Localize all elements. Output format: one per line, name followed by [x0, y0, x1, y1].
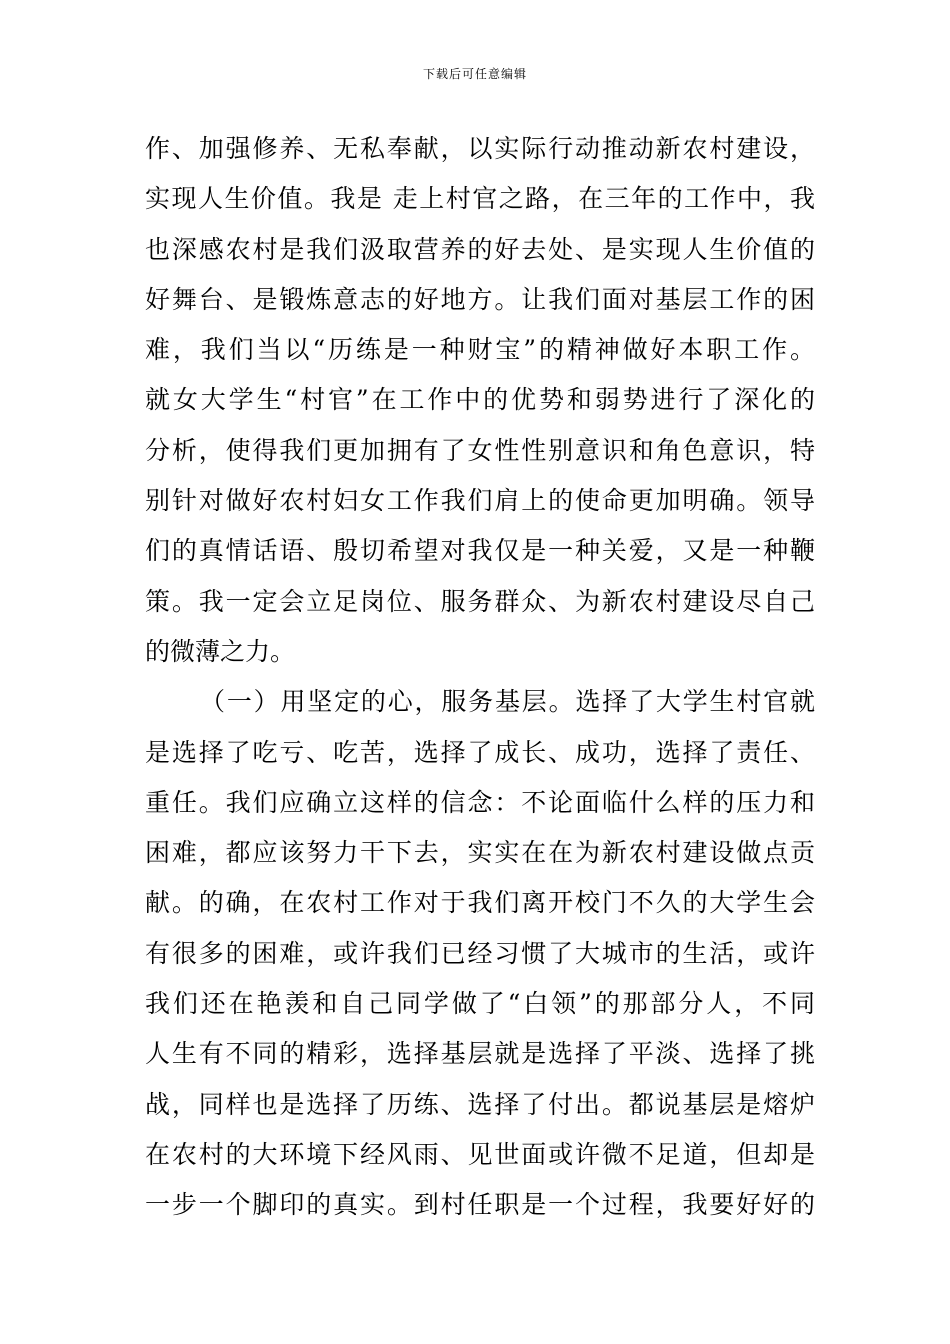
text-line: 策。我一定会立足岗位、服务群众、为新农村建设尽自己 — [145, 586, 815, 616]
page-header: 下载后可任意编辑 — [422, 67, 527, 81]
section-heading-line: （一）用坚定的心，服务基层。选择了大学生村官就 — [200, 687, 815, 717]
text-line: 们的真情话语、殷切希望对我仅是一种关爱，又是一种鞭 — [145, 536, 815, 566]
text-line: 是选择了吃亏、吃苦，选择了成长、成功，选择了责任、 — [145, 737, 815, 767]
document-body — [145, 124, 815, 1231]
text-line: 献。的确，在农村工作对于我们离开校门不久的大学生会 — [145, 888, 815, 918]
text-line: 我们还在艳羡和自己同学做了“白领”的那部分人，不同 — [145, 989, 815, 1019]
text-line: 困难，都应该努力干下去，实实在在为新农村建设做点贡 — [145, 838, 815, 868]
text-line: 实现人生价值。我是 走上村官之路，在三年的工作中，我 — [145, 184, 815, 214]
text-line: 在农村的大环境下经风雨、见世面或许微不足道，但却是 — [145, 1139, 815, 1169]
text-line: 一步一个脚印的真实。到村任职是一个过程，我要好好的 — [145, 1190, 815, 1220]
text-line: 作、加强修养、无私奉献，以实际行动推动新农村建设， — [145, 134, 815, 163]
text-line: 也深感农村是我们汲取营养的好去处、是实现人生价值的 — [145, 234, 815, 264]
text-line: 有很多的困难，或许我们已经习惯了大城市的生活，或许 — [145, 938, 815, 968]
text-line: 战，同样也是选择了历练、选择了付出。都说基层是熔炉 — [145, 1089, 815, 1119]
text-line: 人生有不同的精彩，选择基层就是选择了平淡、选择了挑 — [145, 1039, 815, 1069]
text-line: 就女大学生“村官”在工作中的优势和弱势进行了深化的 — [145, 385, 815, 415]
paragraph-end-line: 的微薄之力。 — [145, 636, 296, 666]
text-line: 好舞台、是锻炼意志的好地方。让我们面对基层工作的困 — [145, 284, 815, 314]
text-line: 难，我们当以“历练是一种财宝”的精神做好本职工作。 — [145, 335, 815, 365]
text-line: 重任。我们应确立这样的信念：不论面临什么样的压力和 — [145, 787, 815, 817]
text-line: 别针对做好农村妇女工作我们肩上的使命更加明确。领导 — [145, 486, 815, 516]
text-line: 分析，使得我们更加拥有了女性性别意识和角色意识，特 — [145, 435, 815, 465]
